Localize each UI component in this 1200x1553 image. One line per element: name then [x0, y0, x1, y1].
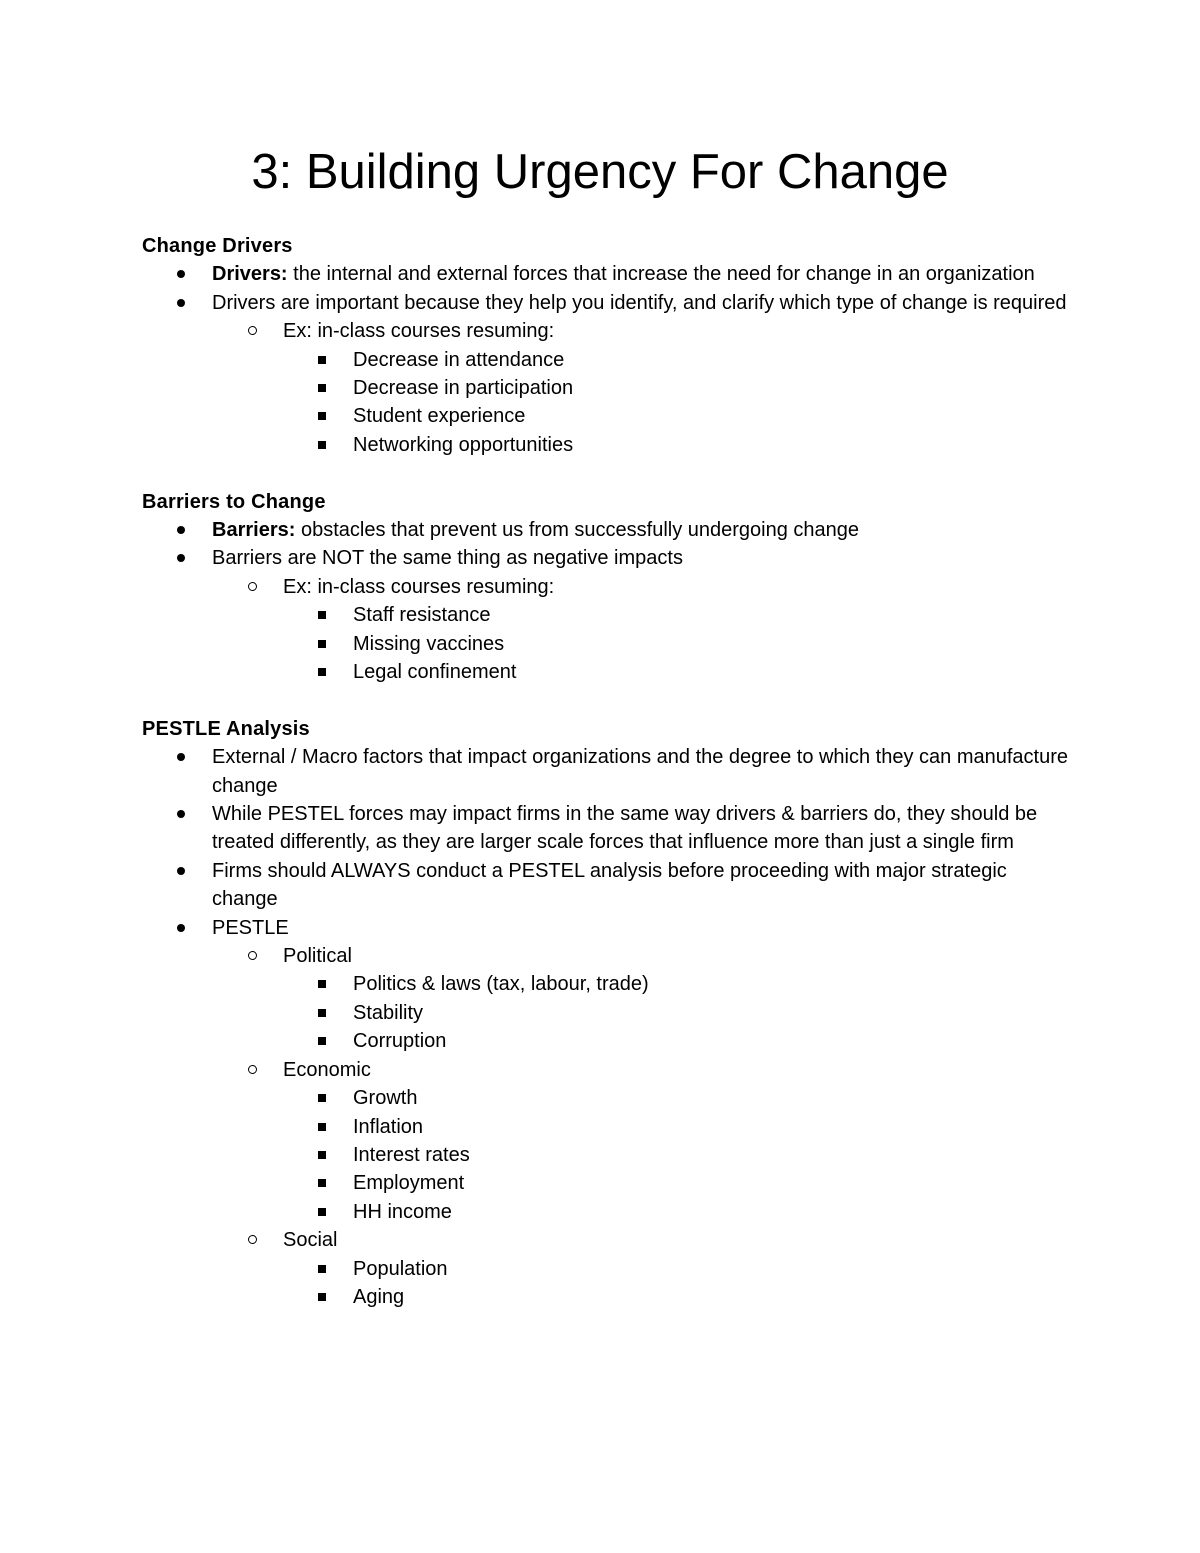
list-item: [142, 1255, 1072, 1283]
bullet-list: [142, 743, 1072, 1311]
bullet-dot-icon: [177, 299, 185, 307]
section-barriers-to-change: [142, 488, 1072, 687]
bullet-square-icon: [318, 1208, 326, 1216]
list-item-text: Networking opportunities: [353, 433, 574, 456]
list-item-text: Stability: [353, 1001, 424, 1024]
section-pestle-analysis: [142, 715, 1072, 1312]
list-item-text: Ex: in-class courses resuming:: [283, 320, 555, 343]
bullet-square-icon: [318, 384, 326, 392]
bullet-square-icon: [318, 1094, 326, 1102]
bullet-dot-icon: [177, 924, 185, 932]
bullet-square-icon: [318, 1037, 326, 1045]
list-item-text: Missing vaccines: [353, 632, 505, 655]
bullet-square-icon: [318, 611, 326, 619]
list-item-text: HH income: [353, 1200, 452, 1223]
bullet-square-icon: [318, 1265, 326, 1273]
list-item: [142, 289, 1072, 317]
bullet-list: [142, 516, 1072, 686]
bullet-square-icon: [318, 668, 326, 676]
list-item-text: obstacles that prevent us from successfully undergoing change: [295, 519, 860, 542]
list-item: [142, 942, 1072, 970]
bullet-square-icon: [318, 1123, 326, 1131]
list-item: [142, 317, 1072, 345]
list-item: [142, 573, 1072, 601]
bullet-circle-icon: [248, 582, 257, 591]
bullet-dot-icon: [177, 270, 185, 278]
list-item-text: Student experience: [353, 405, 526, 428]
bullet-list: [142, 260, 1072, 459]
bullet-circle-icon: [248, 951, 257, 960]
list-item-text: the internal and external forces that increase the need for change in an organization: [287, 263, 1035, 286]
bullet-circle-icon: [248, 326, 257, 335]
list-item-text: Decrease in participation: [353, 377, 574, 400]
section-change-drivers: [142, 232, 1072, 459]
list-item: [142, 999, 1072, 1027]
list-item-text: Firms should ALWAYS conduct a PESTEL analysis before proceeding with major strategic change: [212, 859, 1007, 911]
list-item-text: Ex: in-class courses resuming:: [283, 575, 555, 598]
section-heading: Change Drivers: [142, 235, 293, 257]
bullet-square-icon: [318, 640, 326, 648]
list-item: [142, 1084, 1072, 1112]
list-item-text: Inflation: [353, 1115, 424, 1138]
list-item-text: Interest rates: [353, 1143, 470, 1166]
list-item-text: Economic: [283, 1058, 371, 1081]
list-item: [142, 1141, 1072, 1169]
list-item: [142, 374, 1072, 402]
bullet-square-icon: [318, 441, 326, 449]
bullet-square-icon: [318, 1151, 326, 1159]
bullet-dot-icon: [177, 810, 185, 818]
list-item-text: External / Macro factors that impact organizations and the degree to which they can manufacture change: [212, 746, 1069, 797]
list-item-text: Decrease in attendance: [353, 348, 565, 371]
bullet-dot-icon: [177, 526, 185, 534]
list-item-text: PESTLE: [212, 916, 289, 939]
list-item-text: Corruption: [353, 1030, 447, 1053]
bullet-circle-icon: [248, 1235, 257, 1244]
list-item: [142, 1056, 1072, 1084]
list-item: [142, 743, 1072, 800]
list-item: [142, 346, 1072, 374]
list-item-text: Barriers are NOT the same thing as negative impacts: [212, 547, 683, 570]
list-item: [142, 970, 1072, 998]
list-item: [142, 630, 1072, 658]
list-item: [142, 857, 1072, 914]
list-item: [142, 800, 1072, 857]
term-label: Drivers:: [212, 263, 288, 286]
list-item: [142, 1169, 1072, 1197]
section-heading: Barriers to Change: [142, 490, 326, 513]
list-item-text: Growth: [353, 1087, 418, 1110]
list-item-text: Politics & laws (tax, labour, trade): [353, 973, 649, 996]
list-item-text: Employment: [353, 1172, 465, 1195]
list-item-text: Social: [283, 1229, 338, 1252]
bullet-square-icon: [318, 412, 326, 420]
list-item: [142, 544, 1072, 572]
list-item: [142, 431, 1072, 459]
bullet-square-icon: [318, 1009, 326, 1017]
list-item: [142, 1027, 1072, 1055]
list-item: [142, 1226, 1072, 1254]
list-item-text: Drivers are important because they help you identify, and clarify which type of change is required: [212, 291, 1067, 314]
list-item: [142, 601, 1072, 629]
list-item: [142, 1283, 1072, 1311]
list-item: [142, 658, 1072, 686]
bullet-square-icon: [318, 980, 326, 988]
list-item: [142, 516, 1072, 544]
document-body: [142, 232, 1072, 1311]
list-item-text: Population: [353, 1257, 448, 1280]
list-item-text: Aging: [353, 1285, 405, 1308]
section-heading: PESTLE Analysis: [142, 717, 310, 740]
bullet-dot-icon: [177, 867, 185, 875]
list-item: [142, 260, 1072, 288]
bullet-square-icon: [318, 1179, 326, 1187]
list-item: [142, 402, 1072, 430]
list-item: [142, 914, 1072, 942]
list-item: [142, 1113, 1072, 1141]
list-item: [142, 1198, 1072, 1226]
bullet-dot-icon: [177, 554, 185, 562]
term-label: Barriers:: [212, 519, 296, 542]
bullet-square-icon: [318, 356, 326, 364]
list-item-text: While PESTEL forces may impact firms in the same way drivers & barriers do, they should be treated differently, as they are larger scale forces that influence more than just a single firm: [212, 803, 1038, 854]
bullet-dot-icon: [177, 753, 185, 761]
list-item-text: Staff resistance: [353, 604, 491, 627]
list-item-text: Legal confinement: [353, 661, 517, 684]
bullet-square-icon: [318, 1293, 326, 1301]
list-item-text: Political: [283, 945, 352, 968]
page-title: 3: Building Urgency For Change: [251, 145, 949, 199]
bullet-circle-icon: [248, 1065, 257, 1074]
